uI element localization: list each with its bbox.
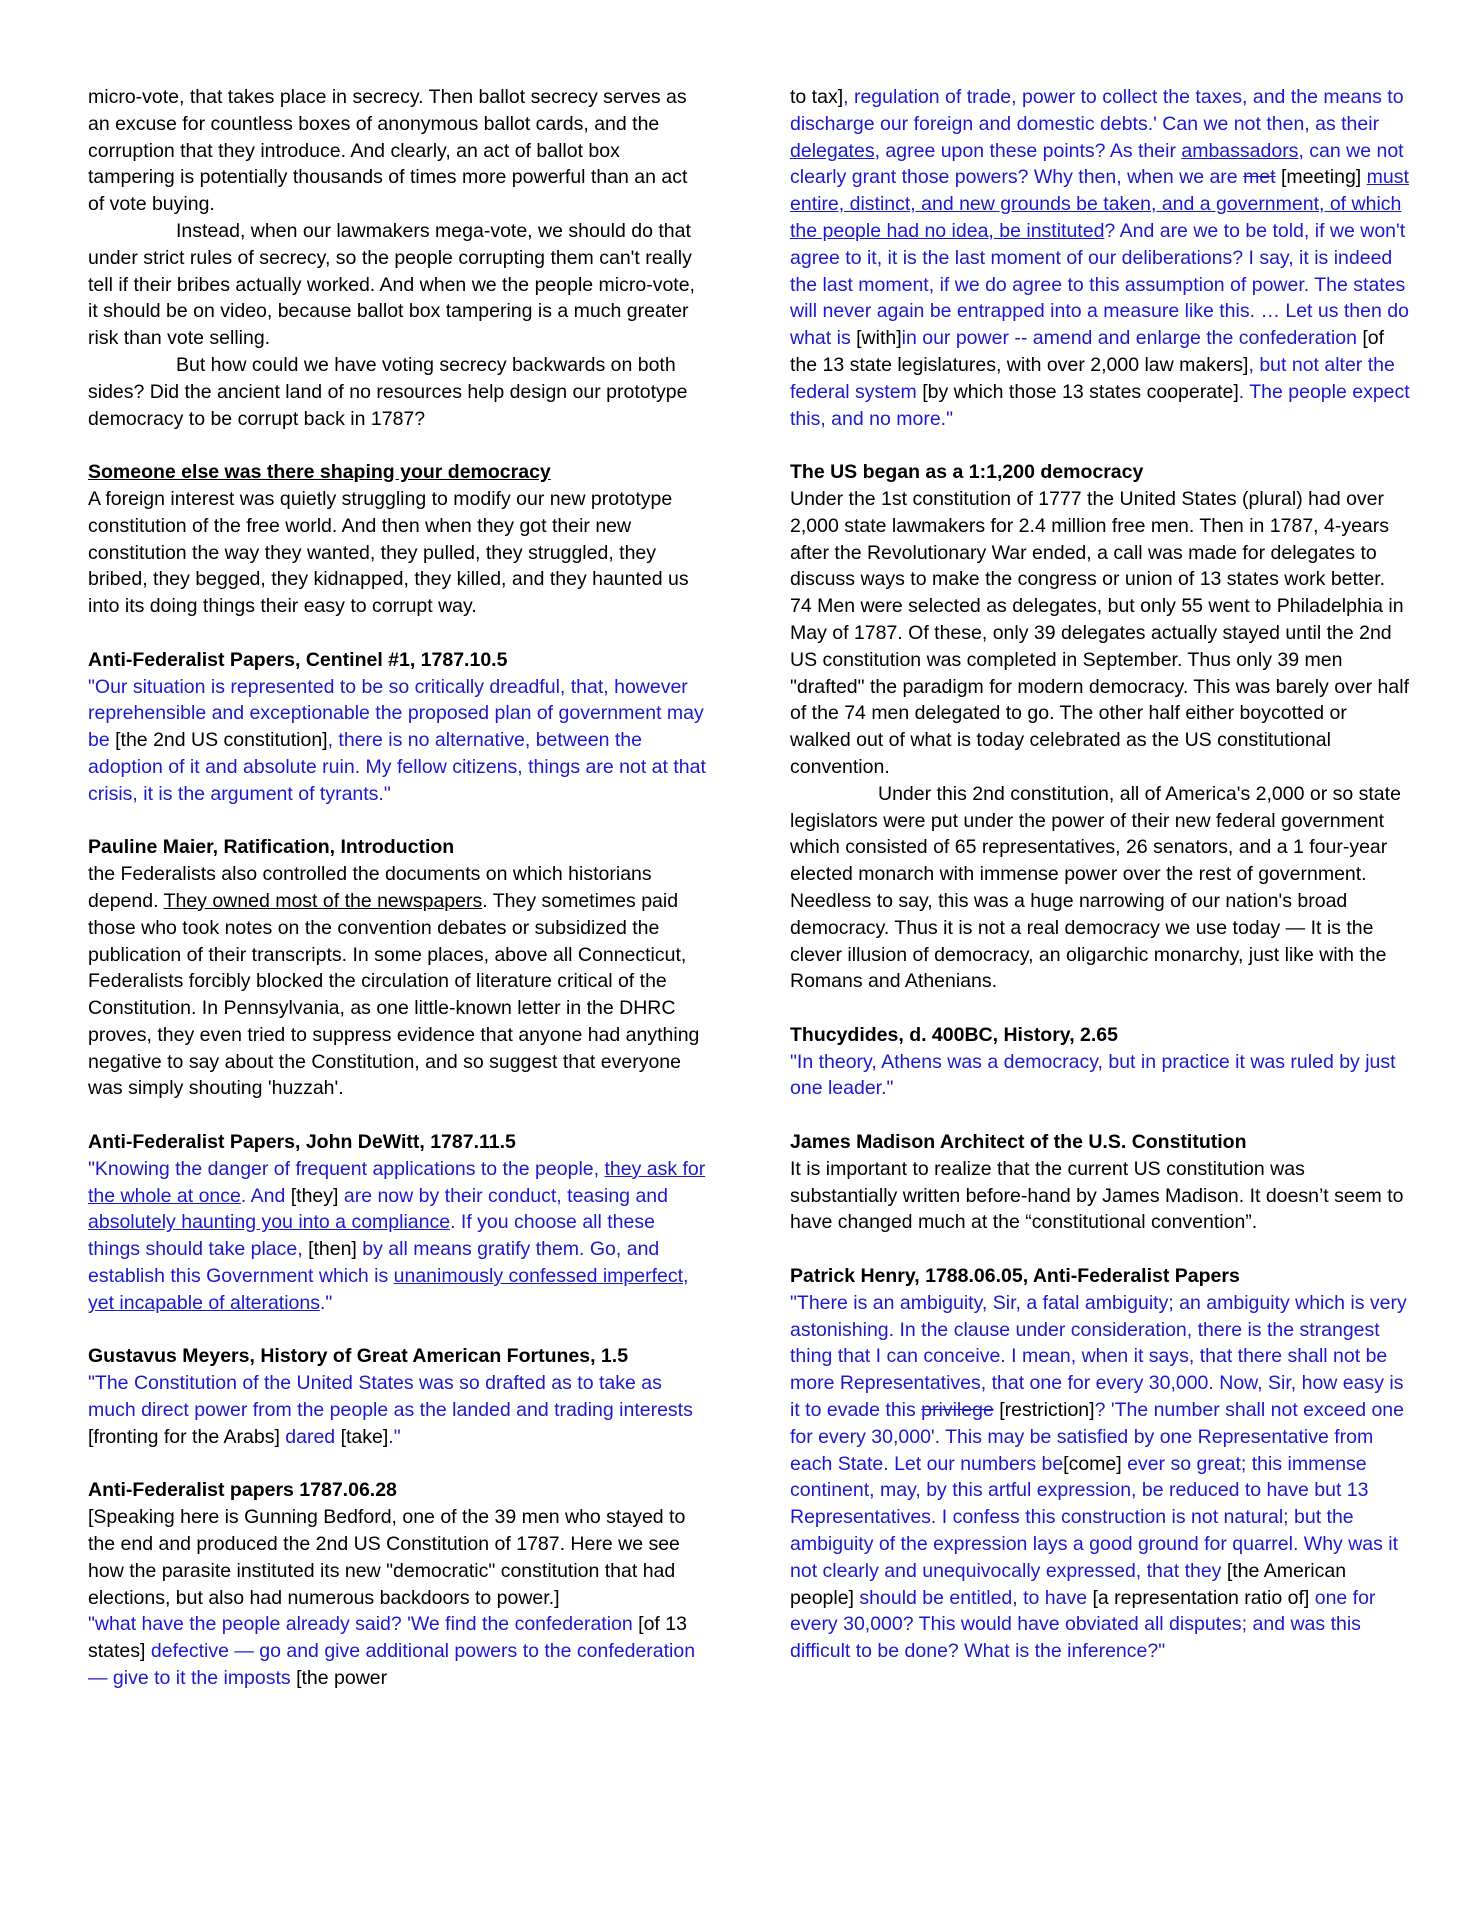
quote-text: ." — [388, 1425, 401, 1448]
underlined-quote: absolutely haunting you into a compliance — [88, 1211, 451, 1234]
quote-paragraph: "In theory, Athens was a democracy, but in practice it was ruled by just one leader." — [790, 1050, 1396, 1100]
editor-note: [Speaking here is Gunning Bedford, one of the 39 men who stayed to the end and produced the 2nd US Constitution of 1787. Here we see how the parasite instituted its new "democratic" constitution that had elections, but also had numerous backdoors to power.] — [88, 1506, 686, 1609]
quote-text: by all means gratify them. Go, and establish this Government which is — [88, 1238, 660, 1288]
quote-text: ." — [319, 1291, 333, 1314]
section-henry — [790, 1263, 1410, 1665]
section-heading: James Madison Architect of the U.S. Constitution — [790, 1131, 1247, 1154]
quote-paragraph — [790, 1290, 1410, 1665]
quote-paragraph — [88, 674, 708, 808]
section-heading: Anti-Federalist papers 1787.06.28 — [88, 1479, 397, 1502]
section-heading: The US began as a 1:1,200 democracy — [790, 461, 1144, 484]
underlined-quote: must entire, distinct, and new grounds be taken, and a government, of which the people had no idea, be instituted — [790, 166, 1409, 242]
editorial-insert: [the power — [290, 1667, 388, 1690]
quote-text: , regulation of trade, power to collect the taxes, and the means to discharge our foreign and domestic debts.' Can we not then, as their — [790, 86, 1404, 135]
section-heading: Gustavus Meyers, History of Great American Fortunes, 1.5 — [88, 1345, 629, 1368]
quote-text: "Knowing the danger of frequent applications to the people, — [88, 1157, 605, 1180]
section-heading: Anti-Federalist Papers, Centinel #1, 1787.10.5 — [88, 648, 508, 671]
quote-text: ? And are we to be told, if we won't agree to it, it is the last moment of our deliberations? I say, it is indeed the last moment, if we do agree to this assumption of power. The states will never again be entrapped into a measure like this. … Let us then do what is — [790, 219, 1409, 350]
quote-text: are now by their conduct, teasing and — [343, 1184, 668, 1207]
editorial-insert: [fronting for the Arabs] — [88, 1425, 286, 1448]
quote-text: ever so great; this immense continent, may, by this artful expression, be reduced to have but 13 Representatives. I confess this construction is not natural; but the ambiguity of the expression lays a good ground for quarrel. Why was it not clearly and unequivocally expressed, that they — [790, 1452, 1399, 1582]
editorial-insert: [a representation ratio of] — [1087, 1586, 1315, 1609]
quote-text: dared — [285, 1425, 336, 1448]
section-body: Under this 2nd constitution, all of America's 2,000 or so state legislators were put under the power of their new federal government which consisted of 65 representatives, 26 senators, and a 1 four-year elected monarch with immense power over the rest of government. Needless to say, this was a huge narrowing of our nation's broad democracy. Thus it is not a real democracy we use today — It is the clever illusion of democracy, an oligarchic monarchy, just like with the Romans and Athenians. — [790, 782, 1401, 993]
quote-text: in our power -- amend and enlarge the confederation — [901, 327, 1357, 350]
editorial-insert: [the American people] — [790, 1559, 1347, 1609]
underlined-quote: delegates — [790, 139, 875, 162]
section-madison — [790, 1129, 1410, 1236]
section-body: Under the 1st constitution of 1777 the United States (plural) had over 2,000 state lawmakers for 2.4 million free men. Then in 1787, 4-years after the Revolutionary War ended, a call was made for delegates to discuss ways to make the congress or union of 13 states work better. 74 Men were selected as delegates, but only 55 went to Philadelphia in May of 1787. Of these, only 39 delegates actually stayed until the 2nd US constitution was completed in September. Thus only 39 men "drafted" the paradigm for modern democracy. This was barely over half of the 74 men delegated to go. The other half either boycotted or walked out of what is today celebrated as the US constitutional convention. — [790, 487, 1409, 778]
underlined-quote: they ask for the whole at once — [88, 1157, 706, 1207]
quote-paragraph-continued — [790, 84, 1410, 432]
intro-paragraph-1: micro-vote, that takes place in secrecy. Then ballot secrecy serves as an excuse for countless boxes of anonymous ballot cards, and the corruption that they introduce. And clearly, an act of ballot box tampering is potentially thousands of times more powerful than an act of vote buying. — [88, 86, 688, 216]
struck-quote: met — [1243, 166, 1276, 189]
section-body — [88, 861, 708, 1102]
section-heading: Someone else was there shaping your democracy — [88, 461, 551, 484]
quote-text: , there is no alternative, between the adoption of it and absolute ruin. My fellow citizens, things are not at that crisis, it is the argument of tyrants." — [88, 729, 706, 805]
section-thucydides — [790, 1022, 1410, 1102]
quote-text: , but not alter the federal system — [790, 353, 1395, 403]
quote-text: "Our situation is represented to be so critically dreadful, that, however reprehensible and exceptionable the proposed plan of government may be — [88, 675, 704, 752]
quote-text: "what have the people already said? 'We find the confederation — [88, 1613, 633, 1636]
quote-paragraph — [88, 1611, 708, 1691]
intro-paragraph-3: But how could we have voting secrecy backwards on both sides? Did the ancient land of no resources help design our prototype democracy to be corrupt back in 1787? — [88, 353, 688, 430]
left-column — [88, 84, 708, 1692]
quote-text: , agree upon these points? As their — [874, 139, 1182, 162]
quote-text: one for every 30,000? This would have obviated all disputes; and was this difficult to be done? What is the inference?" — [790, 1586, 1376, 1663]
section-body: It is important to realize that the current US constitution was substantially written before-hand by James Madison. It doesn’t seem to have changed much at the “constitutional convention”. — [790, 1157, 1404, 1234]
underlined-quote: unanimously confessed imperfect, yet incapable of alterations — [88, 1265, 689, 1314]
editorial-insert: [the 2nd US constitution] — [109, 729, 328, 752]
quote-paragraph — [88, 1156, 708, 1317]
section-meyers — [88, 1343, 708, 1450]
quote-text: "The Constitution of the United States was so drafted as to take as much direct power from the people as the landed and trading interests — [88, 1372, 693, 1422]
editorial-insert: [of 13 states] — [88, 1613, 687, 1663]
editorial-insert: to tax] — [790, 86, 844, 108]
body-text: . They sometimes paid those who took notes on the convention debates or subsidized the publication of their transcripts. In some places, above all Connecticut, Federalists forcibly blocked the circulation of literature critical of the Constitution. In Pennsylvania, as one little-known letter in the DHRC proves, they even tried to suppress evidence that anyone had anything negative to say about the Constitution, and so suggest that everyone was simply shouting 'huzzah'. — [88, 889, 700, 1100]
quote-text: . The people expect this, and no more." — [790, 380, 1410, 430]
section-body: A foreign interest was quietly struggling to modify our new prototype constitution of the free world. And then when they got their new constitution the way they wanted, they pulled, they struggled, they bribed, they begged, they kidnapped, they killed, and they haunted us into its doing things their easy to corrupt way. — [88, 487, 689, 618]
right-column — [790, 84, 1410, 1665]
underlined-quote: ambassadors — [1181, 139, 1299, 162]
body-text: the Federalists also controlled the documents on which historians depend. — [88, 863, 652, 912]
intro-paragraph-2: Instead, when our lawmakers mega-vote, we should do that under strict rules of secrecy, so the people corrupting them can't really tell if their bribes actually worked. And when we the people micro-vote, it should be on video, because ballot box tampering is a much greater risk than vote selling. — [88, 219, 695, 350]
quote-text: should be entitled, to have — [859, 1586, 1088, 1609]
section-us-began — [790, 459, 1410, 995]
editorial-insert: [restriction] — [993, 1399, 1095, 1422]
editorial-insert: [of the 13 state legislatures, with over 2,000 law makers] — [790, 327, 1385, 376]
underlined-text: They owned most of the newspapers — [163, 889, 483, 912]
section-heading: Patrick Henry, 1788.06.05, Anti-Federalist Papers — [790, 1265, 1240, 1288]
quote-text: "There is an ambiguity, Sir, a fatal ambiguity; an ambiguity which is very astonishing. In the clause under consideration, there is the strangest thing that I can conceive. I mean, when it says, that there shall not be more Representatives, that one for every 30,000. Now, Sir, how easy is it to evade this — [790, 1291, 1407, 1422]
section-shaping — [88, 459, 708, 620]
section-heading: Thucydides, d. 400BC, History, 2.65 — [790, 1023, 1118, 1046]
quote-text: , can we not clearly grant those powers? Why then, when we are — [790, 139, 1404, 189]
quote-text: defective — go and give additional powers to the confederation — give to it the imposts — [88, 1640, 696, 1690]
editorial-insert: [they] — [285, 1184, 344, 1207]
editorial-insert: [meeting] — [1275, 166, 1367, 189]
editorial-insert: [with] — [856, 327, 902, 350]
quote-text: ? 'The number shall not exceed one for every 30,000'. This may be satisfied by one Representative from each State. Let our numbers be — [790, 1399, 1404, 1475]
struck-quote: privilege — [921, 1399, 994, 1422]
editorial-insert: [take] — [335, 1425, 389, 1448]
editorial-insert: [then] — [308, 1238, 363, 1261]
section-bedford — [88, 1477, 708, 1691]
section-maier — [88, 834, 708, 1102]
quote-paragraph — [88, 1370, 708, 1450]
editorial-insert: [by which those 13 states cooperate] — [916, 380, 1239, 403]
section-heading: Anti-Federalist Papers, John DeWitt, 1787.11.5 — [88, 1131, 516, 1154]
section-heading: Pauline Maier, Ratification, Introduction — [88, 836, 455, 859]
section-centinel — [88, 647, 708, 808]
editorial-insert: [come] — [1063, 1452, 1122, 1475]
section-dewitt — [88, 1129, 708, 1317]
quote-text: . And — [240, 1184, 286, 1207]
quote-text: . If you choose all these things should take place, — [88, 1211, 655, 1261]
